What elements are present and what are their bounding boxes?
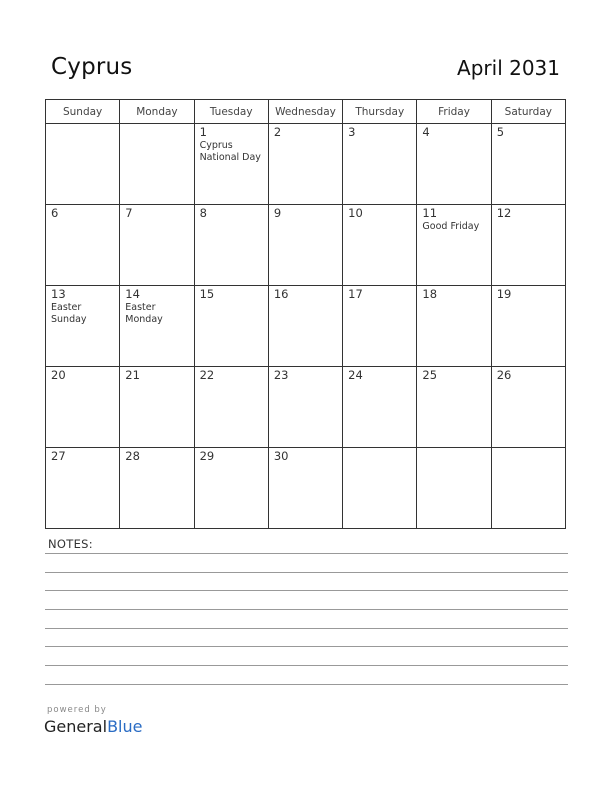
weekday-saturday: Saturday xyxy=(491,100,565,124)
weekday-friday: Friday xyxy=(417,100,491,124)
day-number: 5 xyxy=(496,125,505,139)
day-cell xyxy=(120,205,194,286)
day-cell xyxy=(343,367,417,448)
day-cell xyxy=(120,124,194,205)
month-title: April 2031 xyxy=(457,56,560,80)
day-number: 12 xyxy=(496,206,512,220)
week-row xyxy=(46,205,566,286)
day-cell xyxy=(120,367,194,448)
day-number: 24 xyxy=(348,368,363,382)
notes-line xyxy=(45,609,568,610)
weekday-monday: Monday xyxy=(120,100,194,124)
day-cell xyxy=(120,448,194,529)
day-number: 2 xyxy=(273,125,282,139)
day-cell xyxy=(417,124,491,205)
day-number: 30 xyxy=(273,449,289,463)
day-number: 14 xyxy=(125,287,140,301)
weekday-tuesday: Tuesday xyxy=(194,100,268,124)
week-row xyxy=(46,124,566,205)
day-number: 20 xyxy=(51,368,66,382)
day-number: 21 xyxy=(125,368,140,382)
calendar-grid xyxy=(45,99,566,529)
day-cell xyxy=(194,286,268,367)
notes-line xyxy=(45,628,568,629)
country-title: Cyprus xyxy=(51,54,133,80)
day-cell xyxy=(417,448,491,529)
day-cell xyxy=(491,205,565,286)
day-cell xyxy=(268,286,342,367)
day-number: 13 xyxy=(51,287,66,301)
week-row xyxy=(46,448,566,529)
day-cell xyxy=(343,286,417,367)
day-number: 8 xyxy=(199,206,207,220)
day-cell xyxy=(194,367,268,448)
day-cell xyxy=(46,205,120,286)
day-cell xyxy=(417,205,491,286)
day-cell xyxy=(120,286,194,367)
day-number: 11 xyxy=(422,206,438,220)
weekday-wednesday: Wednesday xyxy=(268,100,342,124)
holiday-label: Good Friday xyxy=(422,221,480,232)
weekday-header-row xyxy=(46,100,566,124)
day-cell xyxy=(491,124,565,205)
day-cell xyxy=(46,124,120,205)
day-number: 16 xyxy=(273,287,289,301)
day-number: 28 xyxy=(125,449,140,463)
day-number: 10 xyxy=(348,206,363,220)
day-cell xyxy=(194,448,268,529)
day-number: 1 xyxy=(199,125,207,139)
notes-line xyxy=(45,646,568,647)
day-cell xyxy=(491,367,565,448)
day-cell xyxy=(46,286,120,367)
notes-line xyxy=(45,572,568,573)
notes-line xyxy=(45,553,568,554)
day-number: 9 xyxy=(273,206,282,220)
day-cell xyxy=(491,448,565,529)
day-number: 26 xyxy=(496,368,512,382)
day-cell xyxy=(268,124,342,205)
notes-label: NOTES: xyxy=(48,537,93,551)
day-number: 18 xyxy=(422,287,438,301)
brand-general: General xyxy=(44,717,108,736)
day-number: 17 xyxy=(348,287,363,301)
weekday-sunday: Sunday xyxy=(46,100,120,124)
day-cell xyxy=(417,367,491,448)
week-row xyxy=(46,367,566,448)
day-number: 3 xyxy=(348,125,356,139)
weekday-thursday: Thursday xyxy=(343,100,417,124)
day-cell xyxy=(268,205,342,286)
day-number: 6 xyxy=(51,206,59,220)
notes-line xyxy=(45,590,568,591)
day-cell xyxy=(343,124,417,205)
day-cell xyxy=(194,124,268,205)
day-cell xyxy=(417,286,491,367)
day-number: 29 xyxy=(199,449,215,463)
holiday-label: Easter Sunday xyxy=(51,302,87,325)
day-number: 22 xyxy=(199,368,215,382)
brand-blue: Blue xyxy=(107,717,143,736)
day-cell xyxy=(343,448,417,529)
day-number: 27 xyxy=(51,449,66,463)
day-number: 19 xyxy=(496,287,512,301)
week-row xyxy=(46,286,566,367)
day-cell xyxy=(46,367,120,448)
day-cell xyxy=(343,205,417,286)
holiday-label: Cyprus National Day xyxy=(199,140,261,163)
day-number: 15 xyxy=(199,287,215,301)
day-cell xyxy=(194,205,268,286)
brand-logo xyxy=(44,717,142,736)
day-cell xyxy=(491,286,565,367)
day-cell xyxy=(268,367,342,448)
day-number: 23 xyxy=(273,368,289,382)
notes-line xyxy=(45,665,568,666)
powered-by-text: powered by xyxy=(47,705,107,715)
day-cell xyxy=(268,448,342,529)
day-number: 7 xyxy=(125,206,133,220)
day-cell xyxy=(46,448,120,529)
holiday-label: Easter Monday xyxy=(125,302,163,325)
day-number: 4 xyxy=(422,125,430,139)
notes-line xyxy=(45,684,568,685)
day-number: 25 xyxy=(422,368,438,382)
